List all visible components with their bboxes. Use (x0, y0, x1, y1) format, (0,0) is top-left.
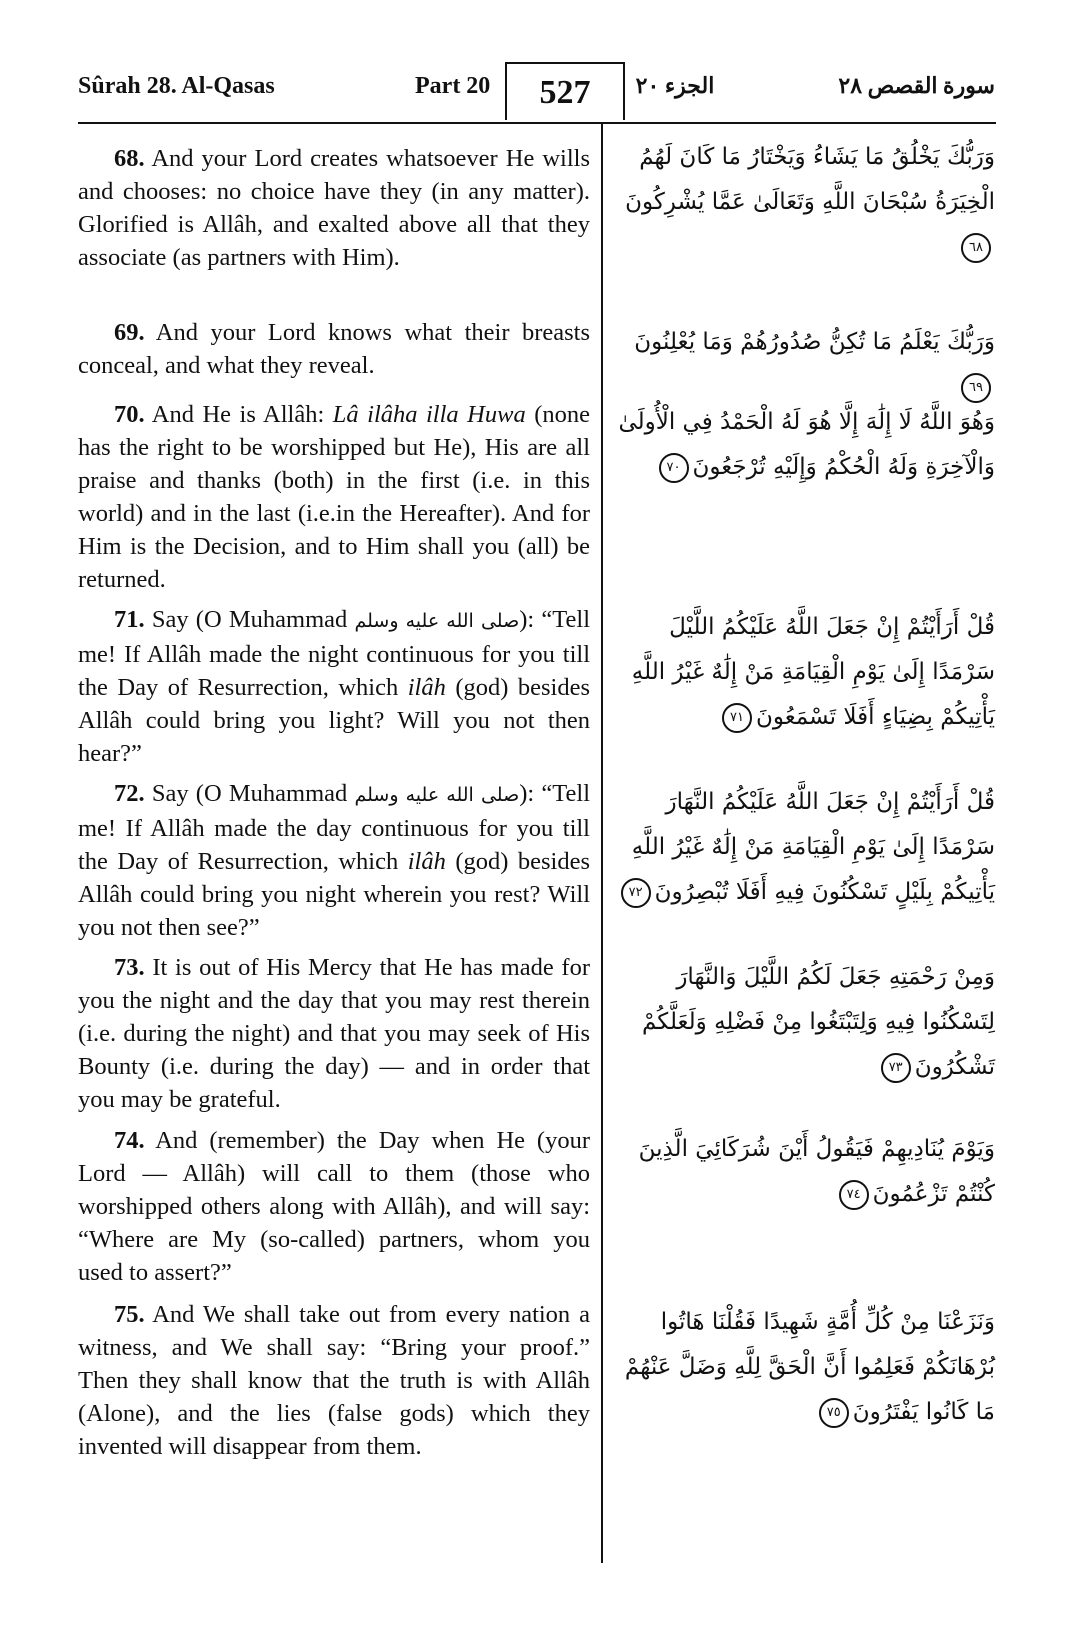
verse-text: (god) besides Allâh could bring you night wherein you rest? Will you not then see?” (78, 848, 590, 941)
verse-number: 74. (114, 1127, 145, 1154)
verse-73-translation (78, 951, 590, 1116)
verse-text: ): “Tell me! If Allâh made the day continuous for you till the Day of Resurrection, which (78, 780, 591, 875)
header-juz-arabic: الجزء ٢٠ (635, 73, 715, 98)
verse-end-marker: ٧٣ (881, 1053, 911, 1083)
verse-end-marker: ٧٤ (839, 1180, 869, 1210)
header-part-label: Part 20 (415, 73, 491, 99)
verse-text: And your Lord creates whatsoever He wills and chooses: no choice have they (in any matter). Glorified is Allâh, and exalted above all that they associate (as partners with Him). (78, 145, 590, 271)
arabic-text: وَمِنْ رَحْمَتِهِ جَعَلَ لَكُمُ اللَّيْلَ وَالنَّهَارَ لِتَسْكُنُوا فِيهِ وَلِتَبْتَغُوا مِنْ فَضْلِهِ وَلَعَلَّكُمْ تَشْكُرُونَ (641, 964, 995, 1080)
verse-text: And (remember) the Day when He (your Lord — Allâh) will call to them (those who worshipped others along with Allâh), and will say: “Where are My (so-called) partners, whom you used to assert?” (78, 1127, 590, 1286)
verse-text: Say (O Muhammad (151, 606, 355, 633)
verse-text: And We shall take out from every nation a witness, and We shall say: “Bring your proof.” Then they shall know that the truth is with Allâh (Alone), and the lies (false gods) which they invented will disappear from them. (78, 1301, 590, 1460)
arabic-text: وَنَزَعْنَا مِنْ كُلِّ أُمَّةٍ شَهِيدًا فَقُلْنَا هَاتُوا بُرْهَانَكُمْ فَعَلِمُوا أَنَّ الْحَقَّ لِلَّهِ وَضَلَّ عَنْهُمْ مَا كَانُوا يَفْتَرُونَ (624, 1309, 995, 1425)
verse-number: 75. (114, 1301, 145, 1328)
verse-71-translation (78, 603, 590, 770)
verse-text: ): “Tell me! If Allâh made the night continuous for you till the Day of Resurrection, which (78, 606, 591, 701)
arabic-text: وَيَوْمَ يُنَادِيهِمْ فَيَقُولُ أَيْنَ شُرَكَائِيَ الَّذِينَ كُنْتُمْ تَزْعُمُونَ (638, 1136, 995, 1207)
verse-72-translation (78, 777, 590, 944)
verse-75-arabic (615, 1300, 995, 1435)
verse-69-translation (78, 316, 590, 382)
verse-text-italic: ilâh (407, 848, 446, 875)
verse-74-translation (78, 1124, 590, 1289)
verse-68-translation (78, 142, 590, 274)
verse-73-arabic (615, 955, 995, 1090)
verse-end-marker: ٧٥ (819, 1398, 849, 1428)
verse-70-arabic (615, 400, 995, 490)
header-surah-arabic: سورة القصص ٢٨ (838, 73, 995, 98)
salutation-text: صلى الله عليه وسلم (354, 784, 520, 806)
verse-text: Say (O Muhammad (151, 780, 355, 807)
arabic-text: وَرَبُّكَ يَخْلُقُ مَا يَشَاءُ وَيَخْتَارُ مَا كَانَ لَهُمُ الْخِيَرَةُ سُبْحَانَ اللَّهِ وَتَعَالَىٰ عَمَّا يُشْرِكُونَ (625, 144, 995, 215)
verse-number: 70. (114, 401, 145, 428)
page-number: 527 (539, 74, 591, 111)
verse-text: (none has the right to be worshipped but He), His are all praise and thanks (both) in the first (i.e. in this world) and in the last (i.e.in the Hereafter). And for Him is the Decision, and to Him shall you (all) be returned. (78, 401, 590, 593)
arabic-text: قُلْ أَرَأَيْتُمْ إِنْ جَعَلَ اللَّهُ عَلَيْكُمُ اللَّيْلَ سَرْمَدًا إِلَىٰ يَوْمِ الْقِيَامَةِ مَنْ إِلَٰهٌ غَيْرُ اللَّهِ يَأْتِيكُمْ بِضِيَاءٍ أَفَلَا تَسْمَعُونَ (631, 614, 995, 730)
verse-70-translation (78, 398, 590, 596)
arabic-text: وَهُوَ اللَّهُ لَا إِلَٰهَ إِلَّا هُوَ لَهُ الْحَمْدُ فِي الْأُولَىٰ وَالْآخِرَةِ وَلَهُ الْحُكْمُ وَإِلَيْهِ تُرْجَعُونَ (618, 409, 995, 480)
verse-text-italic: Lâ ilâha illa Huwa (332, 401, 526, 428)
verse-75-translation (78, 1298, 590, 1463)
verse-72-arabic (615, 780, 995, 915)
verse-end-marker: ٦٩ (961, 373, 991, 403)
verse-number: 68. (114, 145, 145, 172)
verse-end-marker: ٧١ (722, 703, 752, 733)
verse-74-arabic (615, 1127, 995, 1217)
verse-number: 69. (114, 319, 145, 346)
column-divider (601, 122, 603, 1563)
verse-end-marker: ٦٨ (961, 233, 991, 263)
verse-69-arabic (615, 320, 995, 410)
verse-number: 71. (114, 606, 145, 633)
verse-71-arabic (615, 605, 995, 740)
verse-text: It is out of His Mercy that He has made for you the night and the day that you may rest therein (i.e. during the night) and that you may seek of His Bounty (i.e. during the day) — and in order that you may be grateful. (78, 954, 591, 1113)
verse-text-italic: ilâh (407, 674, 446, 701)
verse-text: (god) besides Allâh could bring you light? Will you not then hear?” (78, 674, 590, 767)
header-rule (78, 122, 996, 124)
verse-number: 73. (114, 954, 145, 981)
arabic-text: وَرَبُّكَ يَعْلَمُ مَا تُكِنُّ صُدُورُهُمْ وَمَا يُعْلِنُونَ (634, 329, 995, 355)
arabic-text: قُلْ أَرَأَيْتُمْ إِنْ جَعَلَ اللَّهُ عَلَيْكُمُ النَّهَارَ سَرْمَدًا إِلَىٰ يَوْمِ الْقِيَامَةِ مَنْ إِلَٰهٌ غَيْرُ اللَّهِ يَأْتِيكُمْ بِلَيْلٍ تَسْكُنُونَ فِيهِ أَفَلَا تُبْصِرُونَ (631, 789, 995, 905)
verse-text: And He is Allâh: (151, 401, 333, 428)
verse-end-marker: ٧٠ (659, 453, 689, 483)
header-surah-title: Sûrah 28. Al-Qasas (78, 73, 275, 99)
verse-end-marker: ٧٢ (621, 878, 651, 908)
salutation-text: صلى الله عليه وسلم (354, 610, 520, 632)
verse-68-arabic (615, 135, 995, 270)
verse-number: 72. (114, 780, 145, 807)
verse-text: And your Lord knows what their breasts conceal, and what they reveal. (78, 319, 590, 379)
